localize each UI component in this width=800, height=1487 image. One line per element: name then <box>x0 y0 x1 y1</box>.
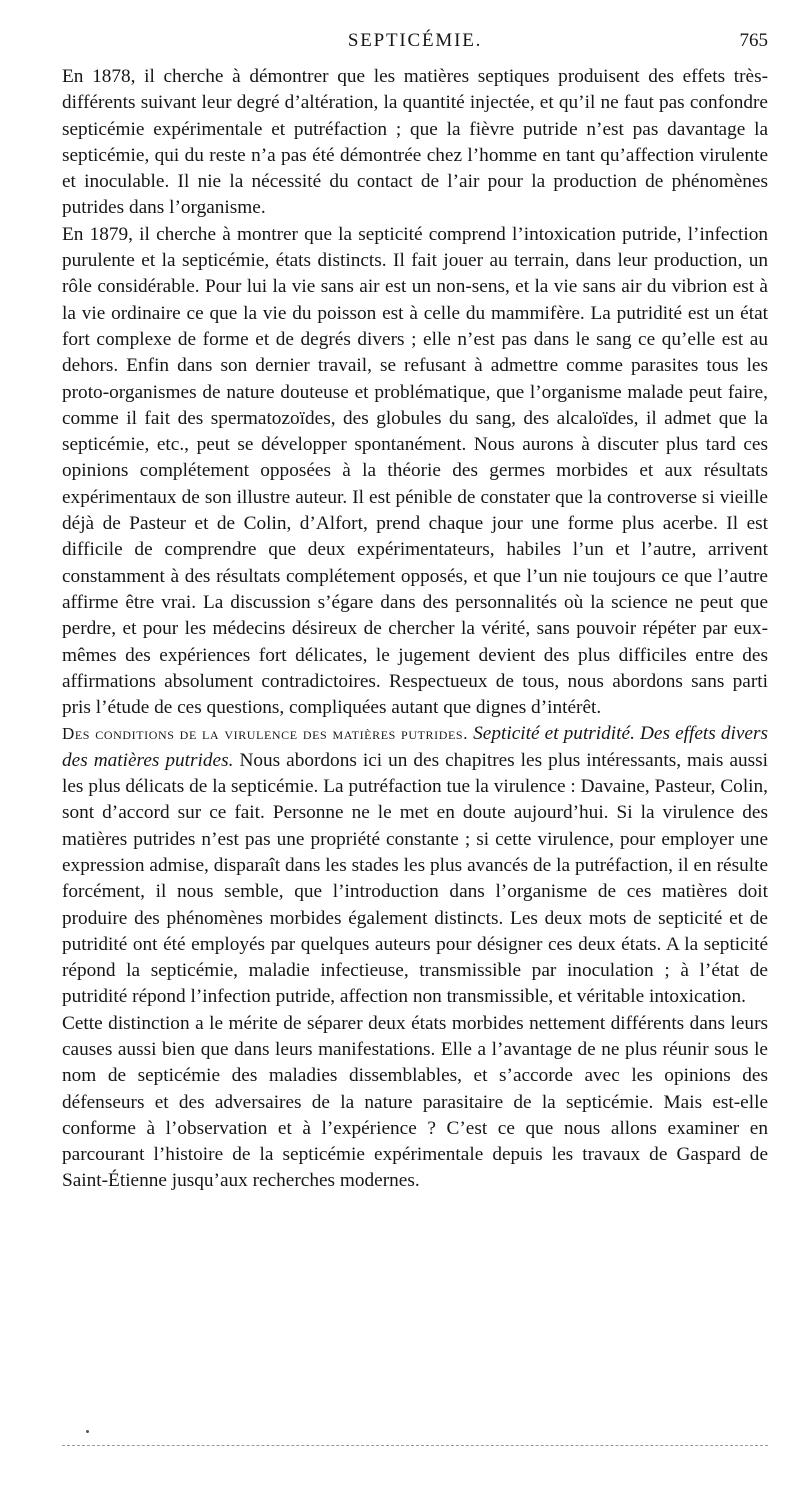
footer-rule <box>62 1445 768 1446</box>
paragraph-1879: En 1879, il cherche à montrer que la septicité comprend l’intoxication putride, l’infection purulente et la septicémie, états distincts. Il fait jouer au terrain, dans leur production, un rôle considérable. Pour lui la vie sans air est un non-sens, et la vie sans air du vibrion est à la vie ordinaire ce que la vie du poisson est à celle du mammifère. La putridité est un état fort complexe de forme et de degrés divers ; elle n’est pas dans le sang ce qu’elle est au dehors. Enfin dans son dernier travail, se refusant à admettre comme parasites tous les proto-organismes de nature douteuse et problématique, que l’organisme malade peut faire, comme il fait des spermatozoïdes, des globules du sang, des alcaloïdes, il admet que la septicémie, etc., peut se développer spontanément. Nous aurons à discuter plus tard ces opinions complétement opposées à la théorie des germes morbides et aux résultats expérimentaux de son illustre auteur. Il est pénible de constater que la controverse si vieille déjà de Pasteur et de Colin, d’Alfort, prend chaque jour une forme plus acerbe. Il est difficile de comprendre que deux expérimentateurs, habiles l’un et l’autre, arrivent constamment à des résultats complétement opposés, et que l’un nie toujours ce que l’autre affirme être vrai. La discussion s’égare dans des personnalités où la science ne peut que perdre, et pour les médecins désireux de chercher la vérité, sans pouvoir répéter par eux-mêmes des expériences fort délicates, le jugement devient des plus difficiles entre des affirmations absolument contradictoires. Respectueux de tous, nous abordons sans parti pris l’étude de ces questions, compliquées autant que dignes d’intérêt. <box>62 223 768 719</box>
running-header <box>62 30 768 56</box>
section-heading: Des conditions de la virulence des matières putrides. <box>62 724 469 744</box>
footer-mark <box>86 1430 89 1433</box>
paragraph-virulence <box>62 721 768 1010</box>
running-title: SEPTICÉMIE. <box>347 30 483 51</box>
section-subtitle: Septicité et putridité. Des effets divers des matières putrides. <box>62 723 768 771</box>
paragraph-distinction: Cette distinction a le mérite de séparer deux états morbides nettement différents dans leurs causes aussi bien que dans leurs manifestations. Elle a l’avantage de ne plus réunir sous le nom de septicémie des maladies dissemblables, et s’accorde avec les opinions des défenseurs et des adversaires de la nature parasitaire de la septicémie. Mais est-elle conforme à l’observation et à l’expérience ? C’est ce que nous allons examiner en parcourant l’histoire de la septicémie expérimentale depuis les travaux de Gaspard de Saint-Étienne jusqu’aux recherches modernes. <box>62 1012 768 1192</box>
body-text <box>62 64 768 1195</box>
section-text: Nous abordons ici un des chapitres les plus intéressants, mais aussi les plus délicats de la septicémie. La putréfaction tue la virulence : Davaine, Pasteur, Colin, sont d’accord sur ce fait. Personne ne le met en doute aujourd’hui. Si la virulence des matières putrides n’est pas une propriété constante ; si cette virulence, pour employer une expression admise, disparaît dans les stades les plus avancés de la putréfaction, il en résulte forcément, il nous semble, que l’introduction dans l’organisme de ces matières doit produire des phénomènes morbides également distincts. Les deux mots de septicité et de putridité ont été employés par quelques auteurs pour désigner ces deux états. A la septicité répond la septicémie, maladie infectieuse, transmissible par inoculation ; à l’état de putridité répond l’infection putride, affection non transmissible, et véritable intoxication. <box>62 749 769 1008</box>
page-number: 765 <box>739 30 768 51</box>
paragraph-1878: En 1878, il cherche à démontrer que les matières septiques produisent des effets très-différents suivant leur degré d’altération, la quantité injectée, et qu’il ne faut pas confondre septicémie expérimentale et putréfaction ; que la fièvre putride n’est pas davantage la septicémie, qui du reste n’a pas été démontrée chez l’homme en tant qu’affection virulente et inoculable. Il nie la nécessité du contact de l’air pour la production de phénomènes putrides dans l’organisme. <box>62 66 768 219</box>
